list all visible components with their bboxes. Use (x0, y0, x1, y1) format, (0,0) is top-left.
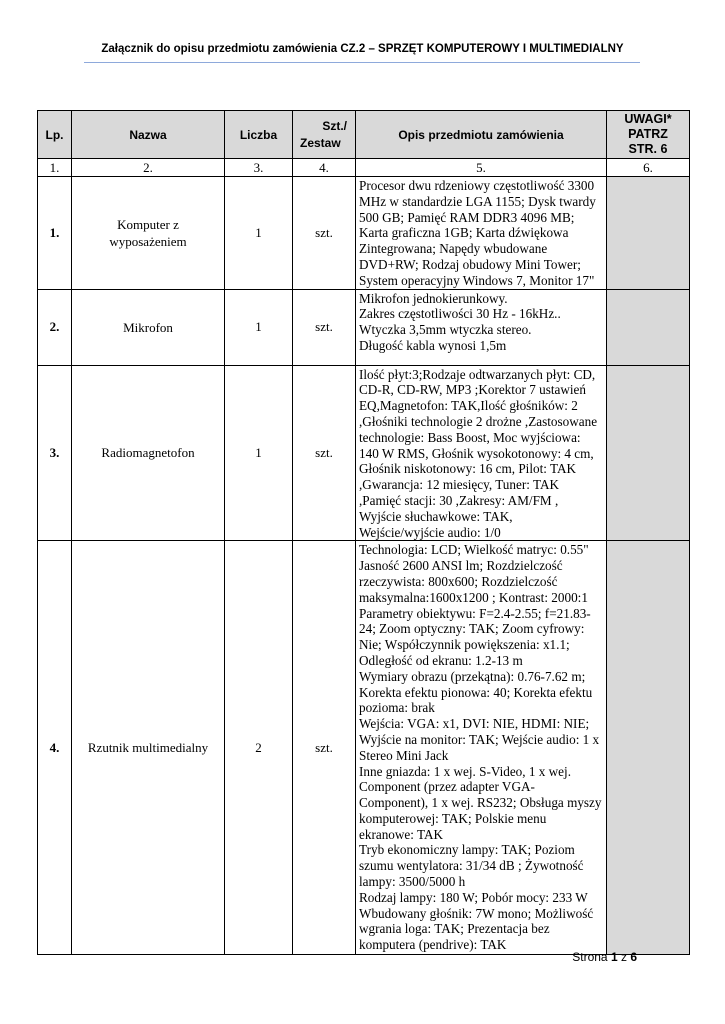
row-unit: szt. (293, 365, 356, 541)
column-number: 5. (356, 159, 607, 177)
row-lp: 1. (38, 177, 72, 290)
items-table (37, 110, 690, 955)
row-name: Rzutnik multimedialny (72, 541, 225, 955)
row-name: Mikrofon (72, 289, 225, 365)
row-unit: szt. (293, 289, 356, 365)
col-header-uwagi (607, 111, 690, 159)
col-header-uwagi-line2: PATRZ (628, 127, 668, 141)
row-unit: szt. (293, 541, 356, 955)
col-header-szt-line2: Zestaw (300, 135, 341, 150)
row-quantity: 1 (225, 289, 293, 365)
row-lp: 2. (38, 289, 72, 365)
row-description: Procesor dwu rdzeniowy częstotliwość 3300 MHz w standardzie LGA 1155; Dysk twardy 500 GB; Pamięć RAM DDR3 4096 MB; Karta graficzna 1GB; Karta dźwiękowa Zintegrowana; Napędy wbudowane DVD+RW; Rodzaj obudowy Mini Tower; System operacyjny Windows 7, Monitor 17" (356, 177, 607, 290)
column-number: 6. (607, 159, 690, 177)
row-notes (607, 541, 690, 955)
row-name: Radiomagnetofon (72, 365, 225, 541)
row-description-text: Technologia: LCD; Wielkość matryc: 0.55" Jasność 2600 ANSI lm; Rozdzielczość rzeczywista: 800x600; Rozdzielczość maksymalna:1600x1200 ; Kontrast: 2000:1 Parametry obiektywu: F=2.4-2.55; f=21.83-24; Zoom optyczny: TAK; Zoom cyfrowy: Nie; Współczynnik powiększenia: x1.1; Odległość od ekranu: 1.2-13 m Wymiary obrazu (przekątna): 0.76-7.62 m; Korekta efektu pionowa: 40; Korekta efektu pozioma: brak Wejścia: VGA: x1, DVI: NIE, HDMI: NIE; Wyjście na monitor: TAK; Wejście audio: 1 x Stereo Mini Jack Inne gniazda: 1 x wej. S-Video, 1 x wej. Component (przez adapter VGA-Component), 1 x wej. RS232; Obsługa myszy komputerowej: TAK; Polskie menu ekranowe: TAK Tryb ekonomiczny lampy: TAK; Poziom szumu wentylatora: 31/34 dB ; Żywotność lampy: 3500/5000 h Rodzaj lampy: 180 W; Pobór mocy: 233 W Wbudowany głośnik: 7W mono; Możliwość wgrania loga: TAK; Prezentacja bez komputera (pendrive): TAK (359, 542, 602, 953)
col-header-uwagi-line3: STR. 6 (628, 142, 668, 156)
col-header-opis: Opis przedmiotu zamówienia (356, 111, 607, 159)
column-number: 4. (293, 159, 356, 177)
column-number: 1. (38, 159, 72, 177)
row-notes (607, 289, 690, 365)
column-number: 3. (225, 159, 293, 177)
row-description: Ilość płyt:3;Rodzaje odtwarzanych płyt: CD, CD-R, CD-RW, MP3 ;Korektor 7 ustawień EQ,Magnetofon: TAK,Ilość głośników: 2 ,Głośniki technologie 2 drożne ,Zastosowane technologie: Bass Boost, Moc wyjściowa: 140 W RMS, Głośnik wysokotonowy: 4 cm, Głośnik niskotonowy: 16 cm, Pilot: TAK ,Gwarancja: 12 miesięcy, Tuner: TAK ,Pamięć stacji: 30 ,Zakresy: AM/FM , Wyjście słuchawkowe: TAK, Wejście/wyjście audio: 1/0 (356, 365, 607, 541)
page-of: z (620, 950, 627, 964)
row-notes (607, 177, 690, 290)
row-description: Mikrofon jednokierunkowy. Zakres częstotliwości 30 Hz - 16kHz.. Wtyczka 3,5mm wtyczka stereo. Długość kabla wynosi 1,5m (356, 289, 607, 365)
header-divider (84, 62, 640, 63)
column-numbering-row (38, 159, 690, 177)
col-header-lp: Lp. (38, 111, 72, 159)
table-row (38, 289, 690, 365)
page-total: 6 (630, 950, 637, 964)
row-name: Komputer z wyposażeniem (72, 177, 225, 290)
page-label: Strona (572, 950, 608, 964)
row-quantity: 2 (225, 541, 293, 955)
col-header-szt (293, 111, 356, 159)
column-number: 2. (72, 159, 225, 177)
col-header-szt-line1: Szt./ (322, 118, 347, 133)
row-lp: 4. (38, 541, 72, 955)
row-lp: 3. (38, 365, 72, 541)
row-quantity: 1 (225, 365, 293, 541)
col-header-uwagi-line1: UWAGI* (624, 112, 672, 126)
row-description (356, 541, 607, 955)
col-header-nazwa: Nazwa (72, 111, 225, 159)
table-header-row (38, 111, 690, 159)
table-row (38, 177, 690, 290)
page-header: Załącznik do opisu przedmiotu zamówienia CZ.2 – SPRZĘT KOMPUTEROWY I MULTIMEDIALNY (101, 43, 624, 55)
row-unit: szt. (293, 177, 356, 290)
table-row (38, 365, 690, 541)
page-footer (572, 950, 637, 964)
col-header-liczba: Liczba (225, 111, 293, 159)
table-row (38, 541, 690, 955)
row-notes (607, 365, 690, 541)
page-current: 1 (610, 950, 618, 964)
row-quantity: 1 (225, 177, 293, 290)
